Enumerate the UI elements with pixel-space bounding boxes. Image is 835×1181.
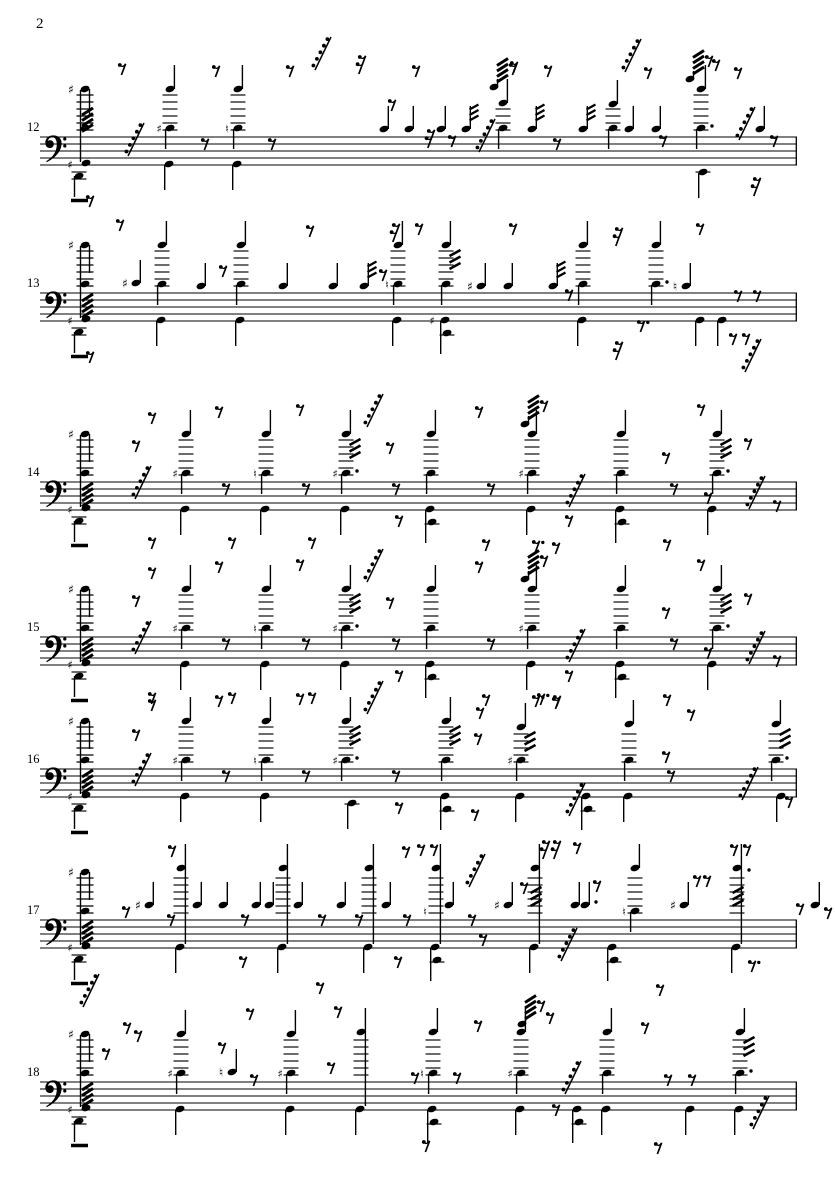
grace-note-run [364, 681, 384, 714]
eighth-rest [394, 956, 402, 968]
eighth-rest [417, 844, 425, 856]
sharp-icon: ♯ [494, 898, 500, 913]
measure-number: 13 [27, 276, 40, 290]
high-ledger-chord [424, 410, 440, 543]
beamed-tremolo-chord [520, 396, 548, 429]
eighth-rest [520, 882, 528, 894]
dotted-eighth-rest [748, 960, 761, 972]
sharp-icon: ♯ [67, 941, 73, 955]
eighth-rest [704, 647, 712, 659]
staff-lines [40, 293, 797, 321]
eighth-rest [168, 845, 176, 857]
eighth-rest [102, 1048, 110, 1060]
grace-note-run [746, 631, 766, 664]
eighth-rest [730, 844, 738, 856]
eighth-rest [729, 333, 737, 345]
grace-note-run [312, 37, 332, 70]
eighth-rest [697, 559, 705, 571]
high-ledger-chord [576, 221, 591, 346]
high-ledger-chord [614, 410, 630, 543]
high-ledger-chord [733, 1008, 755, 1135]
natural-icon: ♮ [423, 905, 427, 919]
high-ledger-chord [253, 565, 273, 690]
high-ledger-chord [439, 697, 461, 830]
quarter-note [673, 263, 691, 293]
sharp-icon: ♯ [68, 82, 74, 97]
quarter-note [404, 106, 415, 133]
quarter-note [461, 105, 479, 134]
eighth-rest [785, 796, 793, 808]
sharp-icon: ♯ [68, 714, 74, 729]
high-ledger-chord [332, 565, 360, 690]
sharp-icon: ♯ [507, 754, 513, 768]
sharp-icon: ♯ [68, 865, 74, 880]
eighth-rest [479, 934, 487, 946]
eighth-rest [218, 1042, 226, 1054]
quarter-note [293, 882, 304, 909]
quarter-note [578, 105, 596, 134]
quarter-note [467, 263, 486, 293]
low-quarter-note [717, 316, 728, 346]
high-ledger-chord [253, 697, 273, 822]
natural-icon: ♮ [218, 1065, 224, 1080]
low-quarter-note [345, 799, 360, 829]
grace-note-run [622, 39, 642, 72]
high-ledger-chord [332, 410, 360, 535]
system-16 [27, 681, 797, 858]
natural-icon: ♮ [253, 467, 257, 481]
high-ledger-chord [276, 844, 291, 973]
natural-icon: ♮ [385, 278, 389, 292]
opening-chord-cluster [67, 427, 93, 545]
high-ledger-chord [420, 1008, 441, 1143]
eighth-rest [656, 984, 664, 996]
quarter-note [192, 882, 203, 909]
eighth-rest [148, 567, 156, 579]
eighth-rest [544, 65, 552, 77]
low-quarter-note [707, 505, 718, 535]
high-ledger-chord [167, 1010, 188, 1135]
eighth-rest [327, 1062, 335, 1074]
system-18 [27, 996, 797, 1155]
sharp-icon: ♯ [332, 467, 338, 481]
quarter-note [494, 882, 513, 912]
eighth-rest [395, 802, 403, 814]
sharp-icon: ♯ [135, 898, 141, 913]
sharp-icon: ♯ [68, 238, 74, 253]
system-14 [27, 394, 797, 554]
eighth-rest [693, 875, 701, 887]
eighth-rest [148, 412, 156, 424]
sixteenth-rest [613, 227, 623, 246]
eighth-rest [663, 539, 671, 551]
sixteenth-rest [390, 223, 400, 242]
staff-lines [40, 137, 797, 165]
sixteenth-rest [356, 55, 366, 74]
quarter-note [135, 882, 154, 912]
eighth-rest [296, 693, 304, 705]
eighth-rest [286, 65, 294, 77]
eighth-rest [395, 670, 403, 682]
eighth-rest [386, 597, 394, 609]
grace-note-run [466, 854, 486, 887]
high-ledger-chord [234, 221, 249, 346]
high-ledger-chord [225, 65, 245, 190]
quarter-note [379, 106, 390, 133]
eighth-rest [246, 1008, 254, 1020]
eighth-rest [697, 404, 705, 416]
high-ledger-chord [518, 410, 539, 535]
quarter-note [278, 263, 289, 290]
eighth-rest [296, 559, 304, 571]
eighth-rest [641, 1022, 649, 1034]
low-quarter-note [776, 792, 787, 822]
quarter-note [359, 262, 377, 291]
eighth-rest [475, 561, 483, 573]
eighth-rest [308, 537, 316, 549]
high-ledger-chord [496, 79, 511, 149]
quarter-note [436, 106, 447, 133]
quarter-note [444, 882, 455, 909]
sharp-icon: ♯ [518, 622, 524, 636]
eighth-rest [422, 1140, 430, 1152]
grace-note-run [364, 394, 384, 427]
sharp-icon: ♯ [68, 582, 74, 597]
eighth-rest [122, 906, 130, 918]
quarter-note [251, 882, 262, 909]
eighth-rest [412, 65, 420, 77]
sharp-icon: ♯ [67, 503, 73, 517]
high-ledger-chord [730, 844, 751, 973]
eighth-rest [402, 846, 410, 858]
eighth-rest [565, 670, 573, 682]
measure-number: 12 [27, 120, 40, 134]
high-ledger-chord [694, 65, 714, 149]
eighth-rest [654, 1142, 662, 1154]
eighth-rest [824, 907, 832, 919]
eighth-rest [474, 733, 482, 745]
sharp-icon: ♯ [68, 1027, 74, 1042]
sharp-icon: ♯ [156, 122, 162, 136]
high-ledger-chord [600, 1008, 615, 1135]
high-ledger-chord [277, 1010, 298, 1135]
quarter-note [264, 882, 275, 909]
eighth-rest [215, 406, 223, 418]
measure-number: 18 [27, 1065, 40, 1079]
high-ledger-chord [649, 221, 669, 305]
sharp-icon: ♯ [507, 1067, 513, 1081]
eighth-rest [704, 492, 712, 504]
eighth-rest [552, 542, 560, 554]
high-ledger-chord [622, 700, 637, 822]
eighth-rest [565, 289, 573, 301]
eighth-rest [734, 67, 742, 79]
quarter-note [570, 882, 581, 909]
eighth-rest [386, 442, 394, 454]
low-quarter-note [695, 316, 706, 346]
high-ledger-chord [385, 221, 405, 346]
high-ledger-chord [174, 844, 189, 973]
eighth-rest [296, 404, 304, 416]
eighth-rest [546, 1012, 554, 1024]
eighth-rest [118, 63, 126, 75]
high-ledger-chord [507, 1008, 528, 1135]
system-13 [27, 219, 797, 372]
grace-note-run [736, 107, 756, 140]
quarter-note [196, 263, 207, 290]
high-ledger-chord [518, 565, 539, 690]
opening-chord-cluster [67, 865, 93, 983]
grace-note-run [742, 339, 762, 372]
quarter-note [527, 105, 545, 134]
high-ledger-chord [614, 565, 630, 698]
opening-chord-cluster [67, 82, 93, 200]
high-ledger-chord [156, 65, 177, 190]
quarter-note [810, 882, 821, 909]
natural-icon: ♮ [672, 279, 678, 294]
sixteenth-rest [613, 341, 623, 360]
eighth-rest [308, 692, 316, 704]
eighth-rest [796, 903, 804, 915]
high-ledger-chord [710, 565, 732, 649]
natural-icon: ♮ [253, 754, 257, 768]
quarter-note [328, 263, 339, 290]
high-ledger-chord [424, 565, 440, 698]
sixteenth-rest [751, 177, 761, 196]
eighth-rest [696, 223, 704, 235]
high-ledger-chord [172, 697, 193, 822]
eighth-rest [509, 223, 517, 235]
eighth-rest [476, 707, 484, 719]
eighth-rest [215, 561, 223, 573]
high-ledger-chord [429, 221, 460, 354]
high-ledger-chord [710, 410, 732, 494]
staff-lines [40, 769, 797, 797]
sixteenth-rest [425, 129, 435, 148]
quarter-note [218, 882, 229, 909]
grace-note-run [476, 119, 496, 152]
eighth-rest [306, 225, 314, 237]
eighth-rest [388, 99, 396, 111]
high-ledger-chord [528, 844, 543, 973]
quarter-note [670, 882, 689, 912]
staff-lines [40, 1082, 797, 1110]
beamed-tremolo-chord [520, 551, 548, 584]
low-quarter-note [685, 1105, 696, 1135]
system-17 [27, 840, 832, 1007]
sharp-icon: ♯ [518, 467, 524, 481]
eighth-rest [148, 537, 156, 549]
eighth-rest [228, 692, 236, 704]
sharp-icon: ♯ [167, 1067, 173, 1081]
dotted-eighth-rest [637, 320, 650, 332]
high-ledger-chord [332, 697, 360, 781]
system-12 [27, 37, 797, 207]
natural-icon: ♮ [253, 622, 257, 636]
grace-note-run [364, 549, 384, 582]
high-ledger-chord [606, 80, 621, 149]
measure-number: 15 [27, 620, 40, 634]
eighth-rest [664, 1074, 672, 1086]
low-quarter-note [707, 660, 718, 690]
sharp-icon: ♯ [67, 158, 73, 172]
sharp-icon: ♯ [172, 754, 178, 768]
sharp-icon: ♯ [429, 314, 435, 328]
eighth-rest [744, 593, 752, 605]
eighth-rest [662, 452, 670, 464]
sharp-icon: ♯ [670, 898, 676, 913]
eighth-rest [239, 956, 247, 968]
eighth-rest [688, 1074, 696, 1086]
measure-number: 14 [27, 465, 40, 479]
sharp-icon: ♯ [467, 279, 473, 294]
eighth-rest [743, 844, 751, 856]
eighth-rest [316, 982, 324, 994]
sharp-icon: ♯ [172, 467, 178, 481]
high-ledger-chord [172, 410, 193, 535]
sixteenth-rest [551, 840, 561, 859]
quarter-note [336, 882, 347, 909]
sharp-icon: ♯ [67, 1103, 73, 1117]
eighth-rest [132, 729, 140, 741]
eighth-rest [123, 1022, 131, 1034]
system-15 [27, 549, 797, 709]
quarter-note [503, 263, 514, 290]
eighth-rest [334, 1006, 342, 1018]
quarter-note [548, 262, 566, 291]
eighth-rest [475, 406, 483, 418]
eighth-rest [687, 709, 695, 721]
quarter-note [755, 106, 766, 133]
natural-icon: ♮ [225, 122, 229, 136]
eighth-rest [593, 880, 601, 892]
eighth-rest [134, 1030, 142, 1042]
sharp-icon: ♯ [332, 622, 338, 636]
beamed-tremolo-chord [517, 996, 545, 1029]
sharp-icon: ♯ [67, 314, 73, 328]
grace-note-run [80, 974, 100, 1007]
eighth-rest [482, 694, 490, 706]
high-ledger-chord [622, 844, 642, 932]
high-ledger-chord [507, 703, 535, 822]
eighth-rest [573, 842, 581, 854]
grace-note-run [566, 474, 586, 507]
high-ledger-chord [362, 844, 377, 973]
sharp-icon: ♯ [68, 427, 74, 442]
eighth-rest [132, 595, 140, 607]
sharp-icon: ♯ [332, 754, 338, 768]
natural-icon: ♮ [622, 905, 626, 919]
natural-icon: ♮ [420, 1067, 424, 1081]
opening-chord-cluster [67, 1027, 93, 1145]
staff-lines [40, 920, 797, 948]
eighth-rest [116, 219, 124, 231]
sixteenth-rest [540, 840, 550, 859]
opening-chord-cluster [67, 714, 93, 832]
measure-number: 16 [27, 752, 40, 766]
high-ledger-chord [423, 844, 444, 981]
eighth-rest [742, 333, 750, 345]
eighth-rest [482, 539, 490, 551]
quarter-note [651, 106, 662, 133]
eighth-rest [219, 265, 227, 277]
eighth-rest [212, 65, 220, 77]
quarter-note [122, 260, 141, 290]
low-quarter-note [696, 168, 711, 198]
beamed-tremolo-chord [685, 51, 713, 84]
eighth-rest [215, 695, 223, 707]
high-ledger-chord [172, 565, 193, 690]
opening-chord-cluster [67, 582, 93, 700]
quarter-note [624, 106, 635, 133]
eighth-rest [228, 537, 236, 549]
sharp-icon: ♯ [172, 622, 178, 636]
eighth-rest [565, 515, 573, 527]
eighth-rest [644, 67, 652, 79]
eighth-rest [474, 1020, 482, 1032]
eighth-rest [663, 694, 671, 706]
eighth-rest [744, 438, 752, 450]
staff-lines [40, 482, 797, 510]
eighth-rest [662, 607, 670, 619]
page-number: 2 [36, 16, 44, 32]
grace-note-run [566, 629, 586, 662]
quarter-note [580, 882, 598, 909]
grace-note-run [746, 476, 766, 509]
measure-number: 17 [27, 903, 40, 917]
high-ledger-chord [253, 410, 273, 535]
eighth-rest [471, 809, 479, 821]
grace-note-run [558, 928, 578, 961]
eighth-rest [662, 751, 670, 763]
opening-chord-cluster [67, 238, 93, 356]
high-ledger-chord [155, 221, 170, 346]
eighth-rest [395, 515, 403, 527]
sharp-icon: ♯ [67, 790, 73, 804]
eighth-rest [250, 1074, 258, 1086]
quarter-note [381, 882, 392, 909]
eighth-rest [430, 844, 438, 856]
sharp-icon: ♯ [67, 658, 73, 672]
staff-lines [40, 637, 797, 665]
eighth-rest [415, 223, 423, 235]
eighth-rest [703, 875, 711, 887]
eighth-rest [712, 59, 720, 71]
grace-note-run [750, 1096, 770, 1129]
eighth-rest [132, 440, 140, 452]
sharp-icon: ♯ [122, 276, 128, 291]
high-ledger-chord [354, 1008, 369, 1135]
sharp-icon: ♯ [277, 1067, 283, 1081]
